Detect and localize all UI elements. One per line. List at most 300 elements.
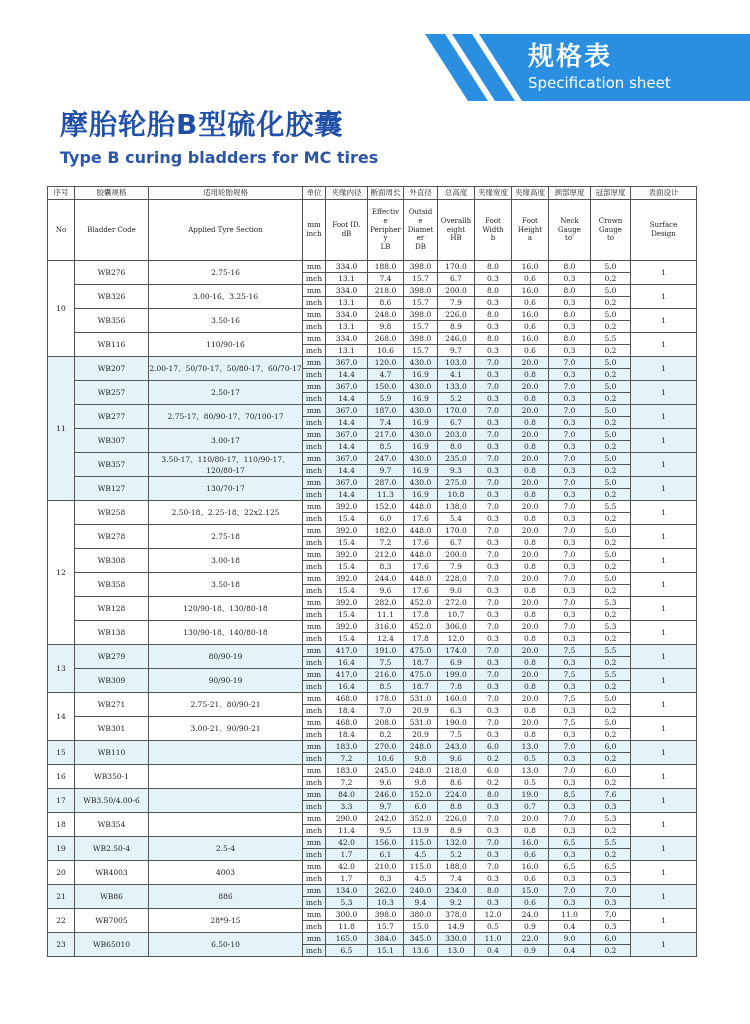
outside-diameter-mm: 448.0 xyxy=(404,549,438,561)
foot-id-inch: 11.8 xyxy=(326,921,368,933)
unit-mm: mm xyxy=(303,525,326,537)
peripheral-inch: 9.8 xyxy=(368,321,404,333)
foot-id-inch: 13.1 xyxy=(326,273,368,285)
foot-id-inch: 14.4 xyxy=(326,489,368,501)
surface-design: 1 xyxy=(631,837,697,861)
crown-gauge-mm: 5.0 xyxy=(591,357,631,369)
unit-mm: mm xyxy=(303,837,326,849)
surface-design: 1 xyxy=(631,789,697,813)
foot-id-mm: 367.0 xyxy=(326,357,368,369)
tyre-section: 130/90-18、140/80-18 xyxy=(149,621,303,645)
header-en-cell-6: Outsid e Diamet er DB xyxy=(404,200,438,261)
header-en-cell-11: Crown Gauge to xyxy=(591,200,631,261)
outside-diameter-mm: 448.0 xyxy=(404,573,438,585)
unit-mm: mm xyxy=(303,621,326,633)
foot-width-inch: 0.2 xyxy=(475,777,512,789)
foot-id-inch: 6.5 xyxy=(326,945,368,957)
overall-height-mm: 246.0 xyxy=(438,333,475,345)
header-cn-cell-12: 表面设计 xyxy=(631,187,697,200)
neck-gauge-inch: 0.3 xyxy=(549,753,591,765)
bladder-code: WB354 xyxy=(75,813,149,837)
table-row xyxy=(48,717,697,729)
foot-id-mm: 468.0 xyxy=(326,717,368,729)
peripheral-inch: 5.9 xyxy=(368,393,404,405)
table-header xyxy=(48,187,697,261)
unit-mm: mm xyxy=(303,405,326,417)
foot-id-mm: 84.0 xyxy=(326,789,368,801)
row-number: 21 xyxy=(48,885,75,909)
neck-gauge-mm: 8.5 xyxy=(549,789,591,801)
crown-gauge-inch: 0.2 xyxy=(591,513,631,525)
neck-gauge-inch: 0.3 xyxy=(549,849,591,861)
foot-width-inch: 0.3 xyxy=(475,729,512,741)
peripheral-inch: 7.2 xyxy=(368,537,404,549)
overall-height-inch: 6.7 xyxy=(438,537,475,549)
bladder-code: WB277 xyxy=(75,405,149,429)
neck-gauge-inch: 0.3 xyxy=(549,681,591,693)
overall-height-mm: 226.0 xyxy=(438,813,475,825)
neck-gauge-inch: 0.3 xyxy=(549,825,591,837)
neck-gauge-mm: 7.0 xyxy=(549,501,591,513)
crown-gauge-inch: 0.3 xyxy=(591,897,631,909)
outside-diameter-inch: 13.9 xyxy=(404,825,438,837)
outside-diameter-mm: 248.0 xyxy=(404,741,438,753)
peripheral-inch: 9.6 xyxy=(368,777,404,789)
surface-design: 1 xyxy=(631,501,697,525)
foot-width-mm: 7.0 xyxy=(475,861,512,873)
unit-mm: mm xyxy=(303,909,326,921)
unit-mm: mm xyxy=(303,309,326,321)
foot-height-inch: 0.9 xyxy=(512,945,549,957)
crown-gauge-inch: 0.2 xyxy=(591,321,631,333)
unit-inch: inch xyxy=(303,609,326,621)
table-row xyxy=(48,669,697,681)
crown-gauge-inch: 0.2 xyxy=(591,681,631,693)
foot-height-mm: 16.0 xyxy=(512,861,549,873)
overall-height-mm: 199.0 xyxy=(438,669,475,681)
tyre-section: 130/70-17 xyxy=(149,477,303,501)
foot-height-mm: 13.0 xyxy=(512,741,549,753)
bladder-code: WB127 xyxy=(75,477,149,501)
foot-id-inch: 18.4 xyxy=(326,729,368,741)
crown-gauge-inch: 0.3 xyxy=(591,873,631,885)
foot-id-mm: 42.0 xyxy=(326,837,368,849)
outside-diameter-inch: 4.5 xyxy=(404,873,438,885)
foot-width-inch: 0.3 xyxy=(475,417,512,429)
outside-diameter-inch: 17.6 xyxy=(404,537,438,549)
unit-mm: mm xyxy=(303,549,326,561)
bladder-code: WB65010 xyxy=(75,933,149,957)
foot-width-mm: 7.0 xyxy=(475,813,512,825)
neck-gauge-inch: 0.3 xyxy=(549,393,591,405)
foot-height-mm: 20.0 xyxy=(512,669,549,681)
surface-design: 1 xyxy=(631,909,697,933)
peripheral-inch: 7.4 xyxy=(368,273,404,285)
foot-height-inch: 0.6 xyxy=(512,849,549,861)
foot-height-mm: 20.0 xyxy=(512,429,549,441)
overall-height-inch: 8.8 xyxy=(438,801,475,813)
tyre-section xyxy=(149,813,303,837)
outside-diameter-inch: 20.9 xyxy=(404,705,438,717)
foot-height-inch: 0.8 xyxy=(512,681,549,693)
overall-height-mm: 190.0 xyxy=(438,717,475,729)
tyre-section: 2.00-17、50/70-17、50/80-17、60/70-17 xyxy=(149,357,303,381)
surface-design: 1 xyxy=(631,261,697,285)
outside-diameter-inch: 16.9 xyxy=(404,465,438,477)
foot-width-mm: 7.0 xyxy=(475,549,512,561)
crown-gauge-mm: 5.0 xyxy=(591,717,631,729)
foot-id-mm: 367.0 xyxy=(326,477,368,489)
overall-height-mm: 378.0 xyxy=(438,909,475,921)
table-row xyxy=(48,741,697,753)
row-number: 12 xyxy=(48,501,75,645)
crown-gauge-mm: 5.5 xyxy=(591,669,631,681)
crown-gauge-mm: 5.0 xyxy=(591,573,631,585)
foot-height-mm: 16.0 xyxy=(512,333,549,345)
banner-title-cn: 规格表 xyxy=(528,42,613,72)
tyre-section: 886 xyxy=(149,885,303,909)
header-cn-cell-2: 适用轮胎规格 xyxy=(149,187,303,200)
crown-gauge-mm: 5.5 xyxy=(591,501,631,513)
unit-inch: inch xyxy=(303,465,326,477)
foot-id-inch: 14.4 xyxy=(326,369,368,381)
surface-design: 1 xyxy=(631,597,697,621)
outside-diameter-mm: 398.0 xyxy=(404,333,438,345)
header-row-en xyxy=(48,200,697,261)
peripheral-inch: 8.5 xyxy=(368,441,404,453)
header-cn-cell-1: 胶囊规格 xyxy=(75,187,149,200)
crown-gauge-inch: 0.2 xyxy=(591,945,631,957)
surface-design: 1 xyxy=(631,405,697,429)
overall-height-mm: 174.0 xyxy=(438,645,475,657)
neck-gauge-mm: 7.0 xyxy=(549,597,591,609)
peripheral-inch: 8.3 xyxy=(368,561,404,573)
foot-height-mm: 20.0 xyxy=(512,597,549,609)
crown-gauge-mm: 6.0 xyxy=(591,765,631,777)
tyre-section: 2.50-17 xyxy=(149,381,303,405)
bladder-code: WB271 xyxy=(75,693,149,717)
neck-gauge-inch: 0.3 xyxy=(549,609,591,621)
unit-mm: mm xyxy=(303,333,326,345)
foot-id-inch: 1.7 xyxy=(326,849,368,861)
unit-inch: inch xyxy=(303,321,326,333)
foot-id-mm: 334.0 xyxy=(326,333,368,345)
overall-height-inch: 6.7 xyxy=(438,273,475,285)
surface-design: 1 xyxy=(631,333,697,357)
foot-height-mm: 20.0 xyxy=(512,621,549,633)
foot-id-mm: 165.0 xyxy=(326,933,368,945)
outside-diameter-mm: 430.0 xyxy=(404,357,438,369)
unit-inch: inch xyxy=(303,393,326,405)
neck-gauge-mm: 7.0 xyxy=(549,381,591,393)
neck-gauge-inch: 0.3 xyxy=(549,585,591,597)
peripheral-inch: 11.1 xyxy=(368,609,404,621)
crown-gauge-inch: 0.2 xyxy=(591,417,631,429)
peripheral-inch: 7.5 xyxy=(368,657,404,669)
outside-diameter-mm: 430.0 xyxy=(404,477,438,489)
outside-diameter-mm: 398.0 xyxy=(404,261,438,273)
outside-diameter-mm: 352.0 xyxy=(404,813,438,825)
outside-diameter-inch: 17.8 xyxy=(404,609,438,621)
neck-gauge-inch: 0.4 xyxy=(549,921,591,933)
peripheral-mm: 150.0 xyxy=(368,381,404,393)
unit-mm: mm xyxy=(303,645,326,657)
foot-width-inch: 0.3 xyxy=(475,561,512,573)
crown-gauge-mm: 5.3 xyxy=(591,621,631,633)
foot-id-inch: 7.2 xyxy=(326,753,368,765)
foot-id-inch: 13.1 xyxy=(326,345,368,357)
foot-width-mm: 8.0 xyxy=(475,285,512,297)
unit-mm: mm xyxy=(303,693,326,705)
crown-gauge-inch: 0.2 xyxy=(591,441,631,453)
peripheral-inch: 10.6 xyxy=(368,753,404,765)
outside-diameter-inch: 17.8 xyxy=(404,633,438,645)
foot-id-mm: 468.0 xyxy=(326,693,368,705)
foot-height-inch: 0.7 xyxy=(512,801,549,813)
outside-diameter-mm: 152.0 xyxy=(404,789,438,801)
tyre-section: 2.75-18 xyxy=(149,525,303,549)
foot-id-inch: 15.4 xyxy=(326,633,368,645)
header-en-cell-0: No xyxy=(48,200,75,261)
foot-height-inch: 0.9 xyxy=(512,921,549,933)
crown-gauge-mm: 6.5 xyxy=(591,861,631,873)
outside-diameter-mm: 430.0 xyxy=(404,405,438,417)
foot-height-mm: 20.0 xyxy=(512,525,549,537)
surface-design: 1 xyxy=(631,933,697,957)
outside-diameter-mm: 240.0 xyxy=(404,885,438,897)
overall-height-mm: 243.0 xyxy=(438,741,475,753)
outside-diameter-inch: 16.9 xyxy=(404,441,438,453)
foot-height-mm: 24.0 xyxy=(512,909,549,921)
unit-inch: inch xyxy=(303,945,326,957)
foot-id-inch: 3.3 xyxy=(326,801,368,813)
foot-width-inch: 0.3 xyxy=(475,465,512,477)
crown-gauge-mm: 5.0 xyxy=(591,309,631,321)
outside-diameter-mm: 398.0 xyxy=(404,285,438,297)
foot-height-inch: 0.8 xyxy=(512,417,549,429)
bladder-code: WB3.50/4.00-6 xyxy=(75,789,149,813)
foot-width-mm: 8.0 xyxy=(475,261,512,273)
header-en-cell-8: Foot Width b xyxy=(475,200,512,261)
foot-id-mm: 334.0 xyxy=(326,309,368,321)
unit-inch: inch xyxy=(303,537,326,549)
unit-mm: mm xyxy=(303,933,326,945)
bladder-code: WB308 xyxy=(75,549,149,573)
unit-mm: mm xyxy=(303,285,326,297)
crown-gauge-mm: 7.0 xyxy=(591,909,631,921)
bladder-code: WB116 xyxy=(75,333,149,357)
bladder-code: WB357 xyxy=(75,453,149,477)
neck-gauge-inch: 0.3 xyxy=(549,465,591,477)
surface-design: 1 xyxy=(631,621,697,645)
foot-id-inch: 18.4 xyxy=(326,705,368,717)
foot-id-inch: 16.4 xyxy=(326,657,368,669)
crown-gauge-mm: 5.0 xyxy=(591,381,631,393)
header-cn-cell-4: 夹缘内径 xyxy=(326,187,368,200)
peripheral-inch: 8.6 xyxy=(368,297,404,309)
row-number: 15 xyxy=(48,741,75,765)
bladder-code: WB4003 xyxy=(75,861,149,885)
neck-gauge-mm: 8.0 xyxy=(549,309,591,321)
crown-gauge-mm: 5.5 xyxy=(591,837,631,849)
tyre-section: 90/90-19 xyxy=(149,669,303,693)
table-row xyxy=(48,357,697,369)
foot-id-inch: 1.7 xyxy=(326,873,368,885)
outside-diameter-mm: 115.0 xyxy=(404,861,438,873)
neck-gauge-inch: 0.3 xyxy=(549,321,591,333)
overall-height-mm: 226.0 xyxy=(438,309,475,321)
header-cn-cell-8: 夹缘宽度 xyxy=(475,187,512,200)
foot-id-mm: 392.0 xyxy=(326,573,368,585)
bladder-code: WB207 xyxy=(75,357,149,381)
overall-height-mm: 228.0 xyxy=(438,573,475,585)
foot-width-mm: 7.0 xyxy=(475,429,512,441)
foot-width-inch: 0.3 xyxy=(475,849,512,861)
header-en-cell-12: Surface Design xyxy=(631,200,697,261)
peripheral-mm: 398.0 xyxy=(368,909,404,921)
overall-height-inch: 9.0 xyxy=(438,585,475,597)
foot-id-inch: 16.4 xyxy=(326,681,368,693)
surface-design: 1 xyxy=(631,381,697,405)
peripheral-mm: 246.0 xyxy=(368,789,404,801)
tyre-section: 28*9-15 xyxy=(149,909,303,933)
neck-gauge-inch: 0.3 xyxy=(549,801,591,813)
foot-id-mm: 367.0 xyxy=(326,453,368,465)
overall-height-inch: 4.1 xyxy=(438,369,475,381)
foot-id-mm: 392.0 xyxy=(326,621,368,633)
unit-mm: mm xyxy=(303,861,326,873)
foot-width-inch: 0.3 xyxy=(475,393,512,405)
peripheral-mm: 384.0 xyxy=(368,933,404,945)
outside-diameter-inch: 18.7 xyxy=(404,681,438,693)
unit-inch: inch xyxy=(303,513,326,525)
foot-id-inch: 14.4 xyxy=(326,393,368,405)
unit-inch: inch xyxy=(303,297,326,309)
foot-height-inch: 0.8 xyxy=(512,489,549,501)
outside-diameter-inch: 16.9 xyxy=(404,417,438,429)
unit-inch: inch xyxy=(303,657,326,669)
outside-diameter-inch: 15.0 xyxy=(404,921,438,933)
outside-diameter-inch: 4.5 xyxy=(404,849,438,861)
crown-gauge-inch: 0.2 xyxy=(591,585,631,597)
foot-width-mm: 7.0 xyxy=(475,837,512,849)
overall-height-mm: 170.0 xyxy=(438,405,475,417)
neck-gauge-mm: 7.0 xyxy=(549,741,591,753)
outside-diameter-mm: 430.0 xyxy=(404,381,438,393)
foot-id-inch: 13.1 xyxy=(326,297,368,309)
outside-diameter-inch: 15.7 xyxy=(404,321,438,333)
tyre-section: 3.50-17、110/80-17、110/90-17、120/80-17 xyxy=(149,453,303,477)
crown-gauge-inch: 0.2 xyxy=(591,273,631,285)
crown-gauge-inch: 0.2 xyxy=(591,849,631,861)
foot-id-mm: 134.0 xyxy=(326,885,368,897)
overall-height-inch: 6.7 xyxy=(438,417,475,429)
header-row-cn xyxy=(48,187,697,200)
foot-width-inch: 0.3 xyxy=(475,825,512,837)
overall-height-mm: 133.0 xyxy=(438,381,475,393)
peripheral-mm: 212.0 xyxy=(368,549,404,561)
unit-inch: inch xyxy=(303,825,326,837)
tyre-section: 2.75-16 xyxy=(149,261,303,285)
foot-width-mm: 7.0 xyxy=(475,621,512,633)
outside-diameter-mm: 430.0 xyxy=(404,453,438,465)
unit-mm: mm xyxy=(303,717,326,729)
row-number: 20 xyxy=(48,861,75,885)
surface-design: 1 xyxy=(631,549,697,573)
tyre-section: 80/90-19 xyxy=(149,645,303,669)
peripheral-mm: 247.0 xyxy=(368,453,404,465)
overall-height-inch: 7.4 xyxy=(438,873,475,885)
foot-id-inch: 14.4 xyxy=(326,441,368,453)
peripheral-inch: 6.0 xyxy=(368,513,404,525)
foot-height-mm: 20.0 xyxy=(512,381,549,393)
crown-gauge-inch: 0.2 xyxy=(591,609,631,621)
table-row xyxy=(48,933,697,945)
peripheral-inch: 11.3 xyxy=(368,489,404,501)
foot-width-mm: 7.0 xyxy=(475,717,512,729)
crown-gauge-mm: 6.0 xyxy=(591,741,631,753)
header-en-cell-3: mm inch xyxy=(303,200,326,261)
overall-height-inch: 12.0 xyxy=(438,633,475,645)
outside-diameter-mm: 452.0 xyxy=(404,621,438,633)
bladder-code: WB307 xyxy=(75,429,149,453)
peripheral-mm: 216.0 xyxy=(368,669,404,681)
neck-gauge-inch: 0.3 xyxy=(549,537,591,549)
table-row xyxy=(48,333,697,345)
surface-design: 1 xyxy=(631,693,697,717)
unit-mm: mm xyxy=(303,381,326,393)
surface-design: 1 xyxy=(631,429,697,453)
tyre-section: 2.75-21、80/90-21 xyxy=(149,693,303,717)
neck-gauge-inch: 0.3 xyxy=(549,273,591,285)
foot-id-mm: 334.0 xyxy=(326,285,368,297)
unit-mm: mm xyxy=(303,789,326,801)
crown-gauge-mm: 5.5 xyxy=(591,645,631,657)
foot-id-mm: 392.0 xyxy=(326,549,368,561)
table-row xyxy=(48,381,697,393)
header-cn-cell-3: 单位 xyxy=(303,187,326,200)
crown-gauge-mm: 5.3 xyxy=(591,813,631,825)
outside-diameter-mm: 448.0 xyxy=(404,501,438,513)
foot-id-inch: 13.1 xyxy=(326,321,368,333)
unit-inch: inch xyxy=(303,441,326,453)
overall-height-mm: 200.0 xyxy=(438,285,475,297)
foot-height-inch: 0.8 xyxy=(512,633,549,645)
unit-mm: mm xyxy=(303,357,326,369)
table-row xyxy=(48,309,697,321)
header-cn-cell-11: 冠部厚度 xyxy=(591,187,631,200)
surface-design: 1 xyxy=(631,741,697,765)
peripheral-inch: 9.5 xyxy=(368,825,404,837)
foot-id-mm: 183.0 xyxy=(326,741,368,753)
unit-inch: inch xyxy=(303,417,326,429)
foot-height-mm: 16.0 xyxy=(512,261,549,273)
outside-diameter-inch: 16.9 xyxy=(404,393,438,405)
overall-height-inch: 5.2 xyxy=(438,393,475,405)
outside-diameter-mm: 452.0 xyxy=(404,597,438,609)
tyre-section: 6.50-10 xyxy=(149,933,303,957)
unit-inch: inch xyxy=(303,849,326,861)
crown-gauge-inch: 0.2 xyxy=(591,777,631,789)
overall-height-mm: 275.0 xyxy=(438,477,475,489)
table-body xyxy=(48,261,697,957)
surface-design: 1 xyxy=(631,309,697,333)
outside-diameter-inch: 9.4 xyxy=(404,897,438,909)
header-banner xyxy=(0,0,750,105)
overall-height-inch: 5.4 xyxy=(438,513,475,525)
foot-id-inch: 15.4 xyxy=(326,561,368,573)
neck-gauge-mm: 7.0 xyxy=(549,885,591,897)
